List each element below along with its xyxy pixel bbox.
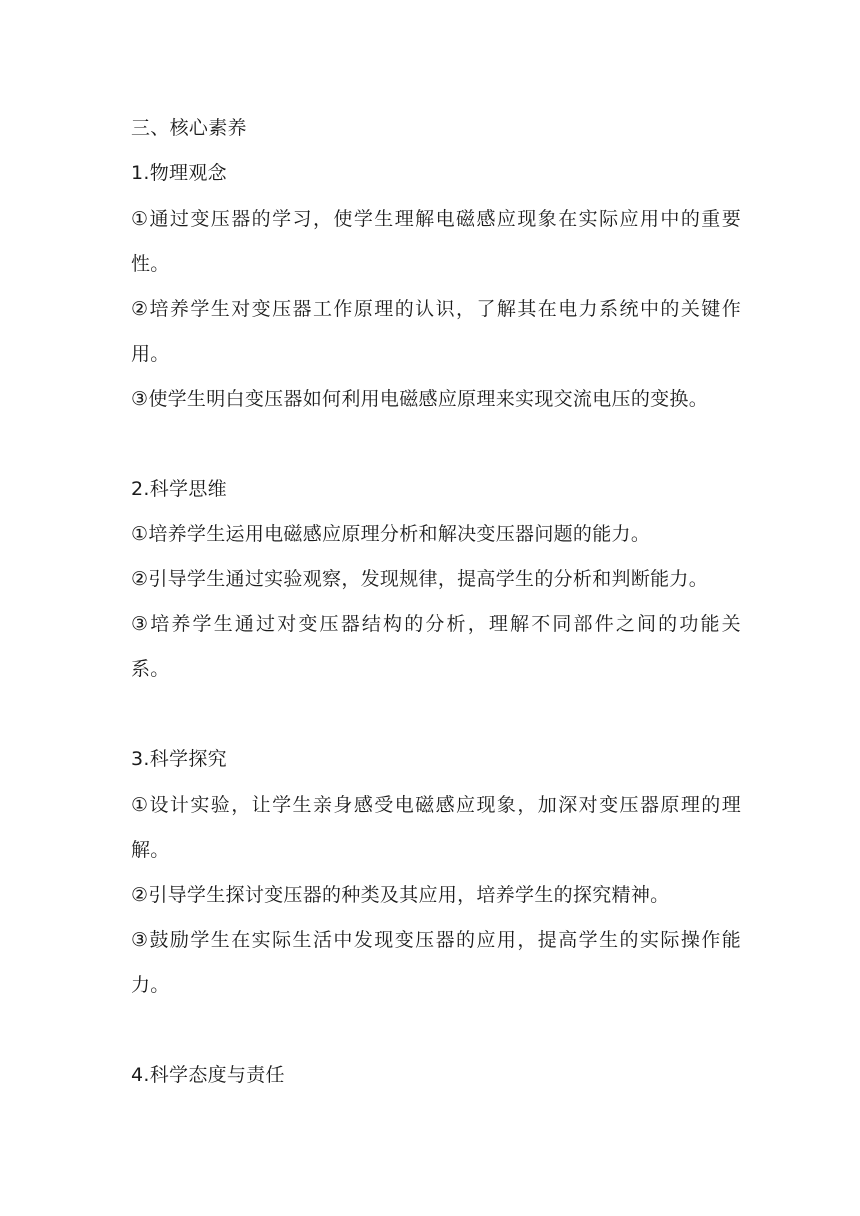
paragraph-line: 力。 bbox=[131, 974, 170, 996]
subsection-title-scientific-inquiry: 3.科学探究 bbox=[131, 748, 227, 770]
paragraph-line: ②引导学生探讨变压器的种类及其应用，培养学生的探究精神。 bbox=[131, 884, 670, 906]
paragraph-line: ③鼓励学生在实际生活中发现变压器的应用，提高学生的实际操作能 bbox=[131, 929, 741, 951]
paragraph-line: 性。 bbox=[131, 253, 170, 275]
subsection-title-attitude-responsibility: 4.科学态度与责任 bbox=[131, 1064, 285, 1086]
subsection-title-physics-concept: 1.物理观念 bbox=[131, 162, 227, 184]
paragraph-line: ③培养学生通过对变压器结构的分析，理解不同部件之间的功能关 bbox=[131, 613, 741, 635]
paragraph-line: 用。 bbox=[131, 343, 170, 365]
section-heading: 三、核心素养 bbox=[131, 117, 247, 139]
paragraph-line: ①通过变压器的学习，使学生理解电磁感应现象在实际应用中的重要 bbox=[131, 208, 741, 230]
subsection-title-scientific-thinking: 2.科学思维 bbox=[131, 478, 227, 500]
paragraph-line: ②培养学生对变压器工作原理的认识，了解其在电力系统中的关键作 bbox=[131, 298, 741, 320]
paragraph-line: ①培养学生运用电磁感应原理分析和解决变压器问题的能力。 bbox=[131, 523, 651, 545]
paragraph-line: 解。 bbox=[131, 839, 170, 861]
paragraph-line: ③使学生明白变压器如何利用电磁感应原理来实现交流电压的变换。 bbox=[131, 388, 709, 410]
paragraph-line: ①设计实验，让学生亲身感受电磁感应现象，加深对变压器原理的理 bbox=[131, 794, 741, 816]
paragraph-line: 系。 bbox=[131, 658, 170, 680]
paragraph-line: ②引导学生通过实验观察，发现规律，提高学生的分析和判断能力。 bbox=[131, 568, 709, 590]
